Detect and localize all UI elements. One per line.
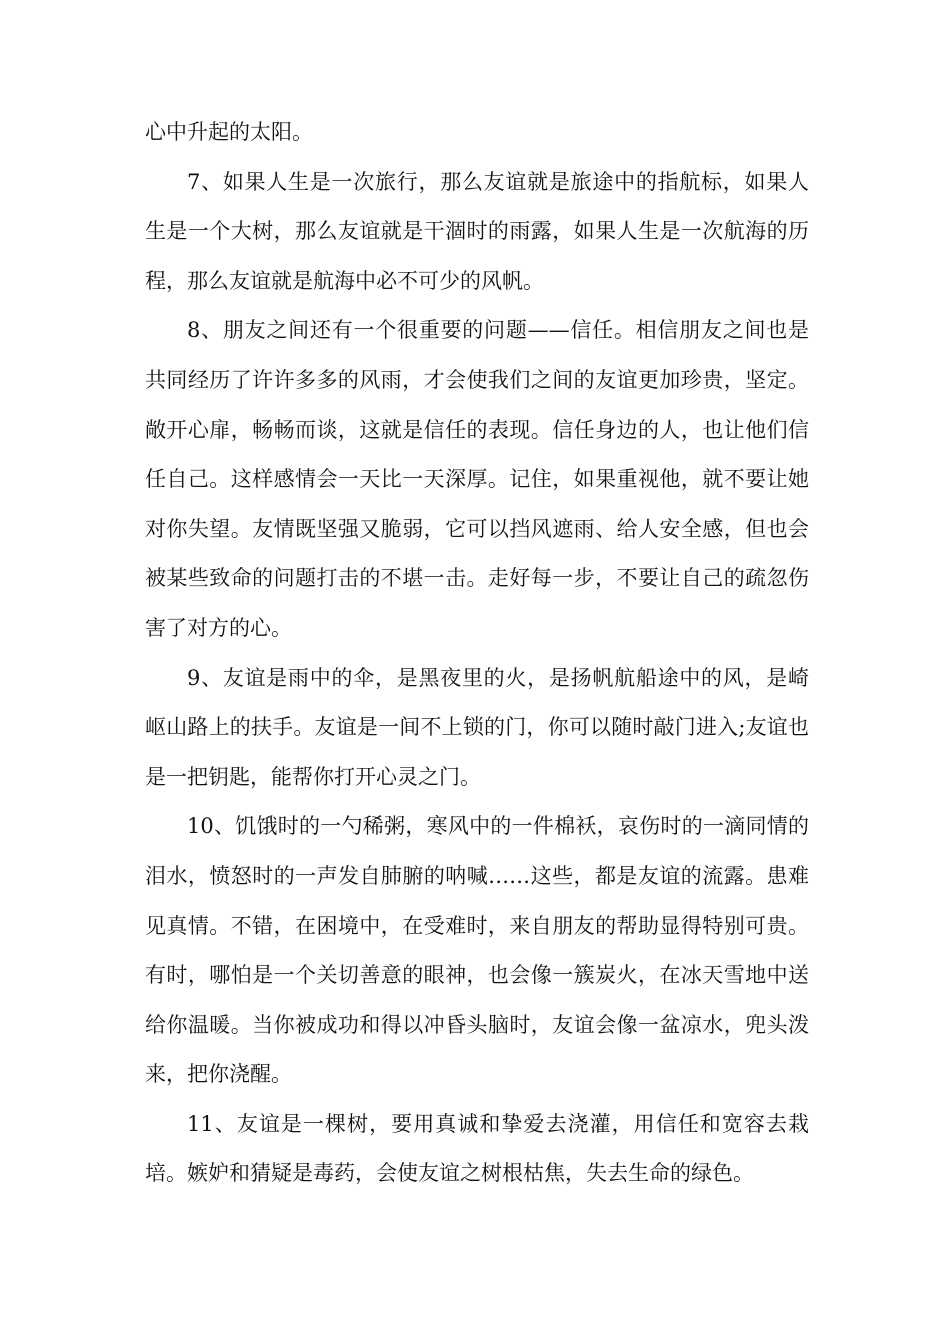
paragraph-continuation: 心中升起的太阳。: [145, 120, 313, 144]
paragraph-8: 8、朋友之间还有一个很重要的问题——信任。相信朋友之间也是共同经历了许许多多的风雨，才会使我们之间的友谊更加珍贵，坚定。敞开心扉，畅畅而谈，这就是信任的表现。信任身边的人，也让他们信任自己。这样感情会一天比一天深厚。记住，如果重视他，就不要让她对你失望。友情既坚强又脆弱，它可以挡风遮雨、给人安全感，但也会被某些致命的问题打击的不堪一击。走好每一步，不要让自己的疏忽伤害了对方的心。: [145, 318, 809, 640]
paragraph-9: 9、友谊是雨中的伞，是黑夜里的火，是扬帆航船途中的风，是崎岖山路上的扶手。友谊是一间不上锁的门，你可以随时敲门进入;友谊也是一把钥匙，能帮你打开心灵之门。: [145, 665, 809, 789]
paragraph-7: 7、如果人生是一次旅行，那么友谊就是旅途中的指航标，如果人生是一个大树，那么友谊就是干涸时的雨露，如果人生是一次航海的历程，那么友谊就是航海中必不可少的风帆。: [145, 169, 809, 293]
paragraph-10: 10、饥饿时的一勺稀粥，寒风中的一件棉袄，哀伤时的一滴同情的泪水，愤怒时的一声发自肺腑的呐喊……这些，都是友谊的流露。患难见真情。不错，在困境中，在受难时，来自朋友的帮助显得特别可贵。有时，哪怕是一个关切善意的眼神，也会像一簇炭火，在冰天雪地中送给你温暖。当你被成功和得以冲昏头脑时，友谊会像一盆凉水，兜头泼来，把你浇醒。: [145, 814, 809, 1087]
document-body: [145, 108, 809, 1199]
paragraph-11: 11、友谊是一棵树，要用真诚和挚爱去浇灌，用信任和宽容去栽培。嫉妒和猜疑是毒药，会使友谊之树根枯焦，失去生命的绿色。: [145, 1111, 809, 1186]
